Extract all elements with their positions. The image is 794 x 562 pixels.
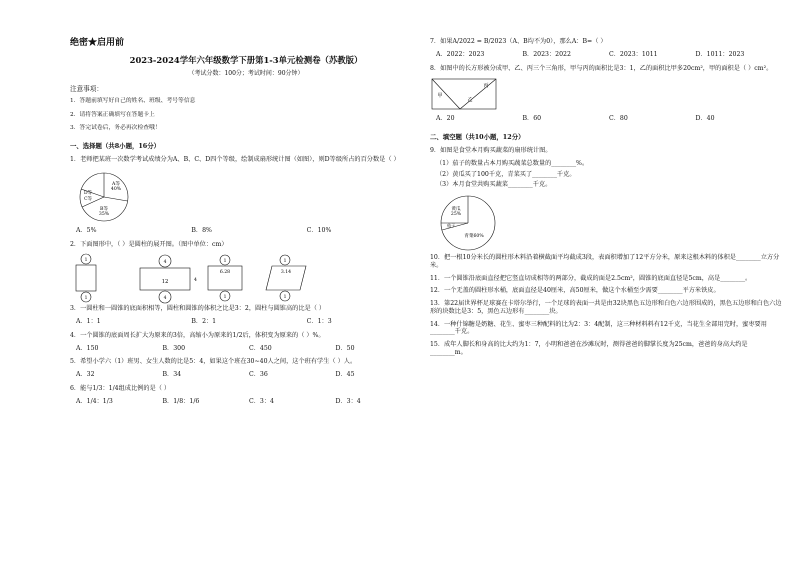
q2-label-circle-8: 1 [283,295,287,301]
q4-option-c[interactable]: C．450 [249,344,272,352]
question-15: 15．成年人脚长和身高的比大约为1：7，小明和爸爸在沙滩玩时，测得爸爸的脚掌长度为25cm，爸爸的身高大约是________m。 [430,341,748,356]
q9-label-qingcai: 青菜60% [464,234,484,239]
q2-net-figures [70,253,370,305]
q2-label-b-length: 12 [161,279,169,286]
q2-label-circle-7: 1 [283,259,287,265]
q4-option-a[interactable]: A．150 [76,344,99,352]
question-8: 8．如图中的长方形被分成甲、乙、丙三个三角形，甲与丙的面积比是3：1，乙的面积比甲多20cm²，甲的面积是（ ）cm²。 [430,64,773,72]
question-1: 1．老师把某班一次数学考试成绩分为A、B、C、D四个等级，绘制成扇形统计图（如图），则D等级所占的百分数是（ ） [70,156,400,164]
q7-option-b[interactable]: B．2023：2022 [522,50,571,58]
q3-option-b[interactable]: B．2：1 [191,318,217,326]
question-5: 5．希望小学六（1）班男、女生人数的比是5：4，如果这个班在30~40人之间，这个班有学生（ ）人。 [70,358,357,366]
notice-title: 注意事项： [70,85,103,94]
q4-options [76,345,422,353]
section-title-fill: 二、填空题（共10小题，12分） [430,133,525,141]
q1-option-c[interactable]: C．10% [306,226,332,234]
q6-option-c[interactable]: C．3：4 [249,397,274,405]
q8-label-jia: 甲 [437,93,443,100]
pie-label-a: A等 [112,181,120,187]
q9-sub-2: （2）黄瓜买了100千克，青菜买了________千克。 [436,170,576,178]
q8-rectangle-figure [430,77,500,113]
q5-option-b[interactable]: B．34 [162,371,182,379]
q9-label-huanggua-pct: 25% [450,212,462,217]
pie-label-b-pct: 35% [98,211,110,217]
question-3: 3．一圆柱和一圆锥的底面积相等，圆柱和圆锥的体积之比是3：2，圆柱与圆锥高的比是（ ） [70,305,326,313]
q9-sub-1: （1）茄子的数量占本月购买蔬菜总数量的________%。 [436,159,589,167]
q5-option-a[interactable]: A．32 [76,371,95,379]
question-12: 12．一个无盖的圆柱形水桶，底面直径是40厘米，高50厘米，做这个水桶至少需要________平方米铁皮。 [430,287,720,295]
pie-label-d: D等 [84,190,92,196]
q8-label-yi: 乙 [467,97,473,104]
q7-option-c[interactable]: C．2023：1011 [609,50,658,58]
q6-option-d[interactable]: D．3：4 [335,397,361,405]
pie-label-c: C等 [84,196,92,202]
question-13: 13．第22届世界杯足球赛在卡塔尔举行，一个足球的表面一共是由32块黑色五边形和白色六边形围成的，黑色五边形和白色六边形的块数比是3：5，黑色五边形有________块。 [430,300,782,315]
left-column [70,38,422,411]
q8-options [436,115,782,123]
q2-label-circle-4: 4 [163,296,167,302]
q1-option-a[interactable]: A．5% [76,226,97,234]
q5-option-c[interactable]: C．36 [249,371,268,379]
q7-options [436,51,782,59]
q4-option-b[interactable]: B．300 [162,344,186,352]
q9-label-qiezi: 茄子 [446,223,456,228]
page-title: 2023-2024学年六年级数学下册第1-3单元检测卷（苏教版） [129,55,363,66]
question-2: 2．下面图形中，（ ）是圆柱的展开图。（图中单位：cm） [70,240,228,248]
q6-option-b[interactable]: B．1/8：1/6 [162,397,200,405]
question-10: 10．把一根10分米长的圆柱形木料沿着横截面平均截成3段，表面积增加了12平方分米，原来这根木料的体积是________立方分米。 [430,254,780,269]
q8-option-d[interactable]: D．40 [695,115,715,123]
q9-sub-3: （3）本月食堂共购买蔬菜________千克。 [436,181,552,189]
q9-pie-chart [430,192,514,254]
pie-label-b: B等 [100,206,108,212]
q8-option-a[interactable]: A．20 [436,115,455,123]
q3-option-c[interactable]: C．1：3 [306,318,332,326]
q6-options [76,398,422,406]
question-4: 4．一个圆锥的底面周长扩大为原来的3倍，高缩小为原来的1/2后，体积变为原来的（ ）%。 [70,331,325,339]
section-title-choice: 一、选择题（共8小题，16分） [70,142,161,151]
q2-label-circle-3: 4 [163,260,167,266]
notice-item-1: 1．答题前填写好自己的姓名、班级、考号等信息 [70,98,196,105]
q7-option-a[interactable]: A．2022：2023 [436,50,485,58]
secret-mark: 绝密★启用前 [70,38,125,48]
exam-info: （考试分数：100分；考试时间：90分钟） [188,69,304,77]
q2-label-circle-1: 1 [84,258,88,264]
question-9: 9．如图是食堂本月购买蔬菜的扇形统计图。 [430,147,552,154]
q1-option-b[interactable]: B．8% [191,226,212,234]
q9-label-huanggua: 黄瓜 [451,207,461,212]
q8-option-c[interactable]: C．80 [609,115,628,123]
question-7: 7．如果A/2022 = B/2023（A、B均不为0），那么A：B=（ ） [430,38,607,45]
q6-option-a[interactable]: A．1/4：1/3 [76,397,113,405]
notice-item-3: 3．答完试卷后，务必再次检查哦！ [70,124,161,131]
q2-label-b-height: 4 [194,278,197,284]
q1-options [76,227,422,235]
q2-label-c-length: 6.28 [219,270,231,276]
q5-option-d[interactable]: D．45 [335,371,355,379]
question-11: 11．一个圆锥沿底面直径把它竖直切成相等的两部分，截成的面是2.5cm²，圆锥的底面直径是5cm，高是________。 [430,274,752,282]
notice-item-2: 2．请将答案正确填写在答题卡上 [70,111,155,118]
q2-label-circle-5: 1 [223,259,227,265]
q5-options [76,371,422,379]
q2-label-circle-2: 1 [84,296,88,302]
q7-option-d[interactable]: D．1011：2023 [695,50,745,58]
right-column [430,38,782,362]
q1-pie-chart [70,169,150,225]
question-14: 14．一种什锦糖是奶糖、花生、蜜枣三种配料的比为2：3：4配制，这三种材料料有12千克，当花生全部用完时，蜜枣要用________千克。 [430,320,767,336]
q8-label-bing: 丙 [483,83,489,90]
q3-options [76,318,422,326]
q4-option-d[interactable]: D．50 [335,344,355,352]
question-6: 6．能与1/3：1/4组成比例的是（ ） [70,384,171,392]
pie-label-a-pct: 40% [110,186,122,192]
q8-option-b[interactable]: B．60 [522,115,542,123]
q3-option-a[interactable]: A．1：1 [76,318,101,326]
q2-label-circle-6: 1 [223,295,227,301]
q2-label-d-length: 3.14 [280,270,292,276]
